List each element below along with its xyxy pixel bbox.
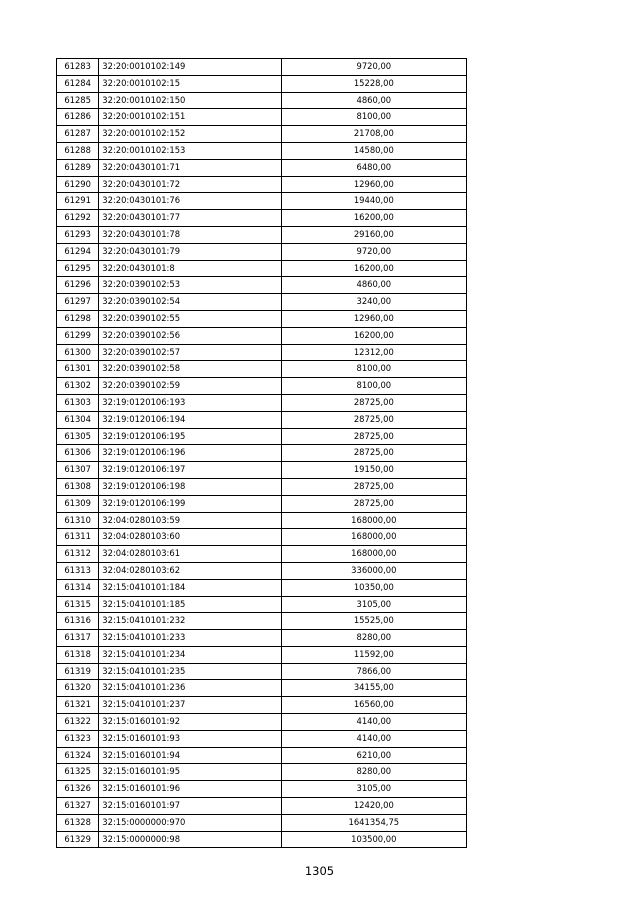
row-number-cell: 61328 [57,814,99,831]
value-cell: 28725,00 [281,445,466,462]
table-row [57,831,467,848]
row-number-cell: 61329 [57,831,99,848]
value-cell: 10350,00 [281,579,466,596]
cadastral-number-cell: 32:20:0390102:55 [99,310,281,327]
cadastral-number-cell: 32:20:0430101:78 [99,226,281,243]
row-number-cell: 61293 [57,226,99,243]
table-row [57,159,467,176]
cadastral-number-cell: 32:15:0410101:234 [99,646,281,663]
table-row [57,294,467,311]
value-cell: 12312,00 [281,344,466,361]
cadastral-number-cell: 32:19:0120106:194 [99,411,281,428]
table-row [57,59,467,76]
table-row [57,730,467,747]
value-cell: 8100,00 [281,361,466,378]
cadastral-number-cell: 32:19:0120106:199 [99,495,281,512]
table-row [57,462,467,479]
value-cell: 16200,00 [281,327,466,344]
table-row [57,495,467,512]
value-cell: 16560,00 [281,697,466,714]
row-number-cell: 61324 [57,747,99,764]
table-row [57,226,467,243]
value-cell: 168000,00 [281,546,466,563]
cadastral-number-cell: 32:15:0160101:93 [99,730,281,747]
cadastral-number-cell: 32:19:0120106:195 [99,428,281,445]
value-cell: 19440,00 [281,193,466,210]
row-number-cell: 61318 [57,646,99,663]
table-row [57,478,467,495]
row-number-cell: 61298 [57,310,99,327]
value-cell: 9720,00 [281,59,466,76]
value-cell: 12420,00 [281,798,466,815]
value-cell: 168000,00 [281,529,466,546]
table-row [57,428,467,445]
row-number-cell: 61300 [57,344,99,361]
row-number-cell: 61320 [57,680,99,697]
cadastral-number-cell: 32:04:0280103:59 [99,512,281,529]
table-row [57,562,467,579]
value-cell: 1641354,75 [281,814,466,831]
cadastral-number-cell: 32:19:0120106:196 [99,445,281,462]
row-number-cell: 61306 [57,445,99,462]
cadastral-number-cell: 32:15:0410101:184 [99,579,281,596]
table-row [57,781,467,798]
row-number-cell: 61286 [57,109,99,126]
table-row [57,126,467,143]
table-row [57,243,467,260]
row-number-cell: 61316 [57,613,99,630]
value-cell: 28725,00 [281,428,466,445]
cadastral-number-cell: 32:15:0160101:95 [99,764,281,781]
table-row [57,378,467,395]
cadastral-number-cell: 32:04:0280103:60 [99,529,281,546]
table-row [57,680,467,697]
cadastral-number-cell: 32:20:0430101:79 [99,243,281,260]
row-number-cell: 61314 [57,579,99,596]
cadastral-number-cell: 32:20:0430101:77 [99,210,281,227]
cadastral-number-cell: 32:15:0410101:235 [99,663,281,680]
table-row [57,764,467,781]
value-cell: 28725,00 [281,394,466,411]
cadastral-number-cell: 32:20:0390102:56 [99,327,281,344]
table-row [57,596,467,613]
cadastral-number-cell: 32:20:0010102:151 [99,109,281,126]
row-number-cell: 61322 [57,714,99,731]
row-number-cell: 61289 [57,159,99,176]
cadastral-number-cell: 32:20:0430101:71 [99,159,281,176]
table-row [57,176,467,193]
value-cell: 103500,00 [281,831,466,848]
row-number-cell: 61310 [57,512,99,529]
value-cell: 6480,00 [281,159,466,176]
table-row [57,411,467,428]
value-cell: 16200,00 [281,210,466,227]
value-cell: 12960,00 [281,176,466,193]
row-number-cell: 61299 [57,327,99,344]
row-number-cell: 61297 [57,294,99,311]
cadastral-number-cell: 32:15:0160101:97 [99,798,281,815]
row-number-cell: 61290 [57,176,99,193]
cadastral-number-cell: 32:20:0390102:59 [99,378,281,395]
cadastral-number-cell: 32:04:0280103:62 [99,562,281,579]
cadastral-number-cell: 32:20:0430101:8 [99,260,281,277]
value-cell: 8100,00 [281,378,466,395]
row-number-cell: 61323 [57,730,99,747]
cadastral-number-cell: 32:20:0430101:76 [99,193,281,210]
value-cell: 15525,00 [281,613,466,630]
value-cell: 15228,00 [281,75,466,92]
value-cell: 19150,00 [281,462,466,479]
cadastral-number-cell: 32:20:0010102:153 [99,142,281,159]
value-cell: 28725,00 [281,478,466,495]
table-row [57,546,467,563]
row-number-cell: 61317 [57,630,99,647]
table-row [57,663,467,680]
value-cell: 6210,00 [281,747,466,764]
row-number-cell: 61284 [57,75,99,92]
row-number-cell: 61305 [57,428,99,445]
value-cell: 9720,00 [281,243,466,260]
page-number: 1305 [304,864,335,878]
table-body [57,59,467,848]
table-row [57,630,467,647]
cadastral-number-cell: 32:20:0390102:54 [99,294,281,311]
row-number-cell: 61295 [57,260,99,277]
cadastral-number-cell: 32:15:0410101:232 [99,613,281,630]
row-number-cell: 61294 [57,243,99,260]
row-number-cell: 61319 [57,663,99,680]
table-row [57,394,467,411]
cadastral-number-cell: 32:15:0000000:98 [99,831,281,848]
table-row [57,697,467,714]
row-number-cell: 61326 [57,781,99,798]
table-row [57,260,467,277]
table-row [57,747,467,764]
row-number-cell: 61309 [57,495,99,512]
value-cell: 14580,00 [281,142,466,159]
value-cell: 4140,00 [281,714,466,731]
row-number-cell: 61308 [57,478,99,495]
table-row [57,210,467,227]
value-cell: 29160,00 [281,226,466,243]
value-cell: 336000,00 [281,562,466,579]
row-number-cell: 61313 [57,562,99,579]
value-cell: 4140,00 [281,730,466,747]
table-row [57,193,467,210]
row-number-cell: 61321 [57,697,99,714]
cadastral-number-cell: 32:15:0000000:970 [99,814,281,831]
table-row [57,512,467,529]
cadastral-number-cell: 32:19:0120106:198 [99,478,281,495]
value-cell: 168000,00 [281,512,466,529]
cadastral-number-cell: 32:20:0010102:152 [99,126,281,143]
table-row [57,344,467,361]
row-number-cell: 61302 [57,378,99,395]
row-number-cell: 61283 [57,59,99,76]
value-cell: 11592,00 [281,646,466,663]
cadastral-number-cell: 32:15:0410101:236 [99,680,281,697]
cadastral-number-cell: 32:20:0010102:150 [99,92,281,109]
table-row [57,327,467,344]
table-row [57,646,467,663]
cadastral-number-cell: 32:20:0010102:15 [99,75,281,92]
table-row [57,142,467,159]
cadastral-number-cell: 32:15:0160101:92 [99,714,281,731]
value-cell: 8100,00 [281,109,466,126]
value-cell: 28725,00 [281,495,466,512]
table-row [57,445,467,462]
row-number-cell: 61301 [57,361,99,378]
row-number-cell: 61291 [57,193,99,210]
row-number-cell: 61288 [57,142,99,159]
cadastral-value-table [56,58,467,848]
cadastral-number-cell: 32:15:0160101:96 [99,781,281,798]
value-cell: 16200,00 [281,260,466,277]
row-number-cell: 61325 [57,764,99,781]
row-number-cell: 61311 [57,529,99,546]
cadastral-number-cell: 32:19:0120106:193 [99,394,281,411]
cadastral-number-cell: 32:20:0430101:72 [99,176,281,193]
cadastral-number-cell: 32:20:0390102:57 [99,344,281,361]
table-row [57,109,467,126]
table-row [57,814,467,831]
table-row [57,92,467,109]
table-row [57,75,467,92]
value-cell: 21708,00 [281,126,466,143]
cadastral-number-cell: 32:04:0280103:61 [99,546,281,563]
value-cell: 4860,00 [281,277,466,294]
table-row [57,579,467,596]
table-row [57,714,467,731]
table-row [57,529,467,546]
row-number-cell: 61287 [57,126,99,143]
cadastral-number-cell: 32:20:0010102:149 [99,59,281,76]
row-number-cell: 61312 [57,546,99,563]
row-number-cell: 61315 [57,596,99,613]
value-cell: 12960,00 [281,310,466,327]
row-number-cell: 61285 [57,92,99,109]
value-cell: 8280,00 [281,764,466,781]
cadastral-number-cell: 32:15:0160101:94 [99,747,281,764]
value-cell: 4860,00 [281,92,466,109]
cadastral-number-cell: 32:20:0390102:53 [99,277,281,294]
row-number-cell: 61292 [57,210,99,227]
table-row [57,277,467,294]
row-number-cell: 61327 [57,798,99,815]
value-cell: 3105,00 [281,781,466,798]
cadastral-number-cell: 32:15:0410101:233 [99,630,281,647]
cadastral-number-cell: 32:20:0390102:58 [99,361,281,378]
value-cell: 3240,00 [281,294,466,311]
cadastral-number-cell: 32:19:0120106:197 [99,462,281,479]
cadastral-number-cell: 32:15:0410101:185 [99,596,281,613]
row-number-cell: 61303 [57,394,99,411]
value-cell: 3105,00 [281,596,466,613]
value-cell: 7866,00 [281,663,466,680]
table-row [57,310,467,327]
row-number-cell: 61307 [57,462,99,479]
table-row [57,798,467,815]
value-cell: 8280,00 [281,630,466,647]
table-row [57,361,467,378]
cadastral-number-cell: 32:15:0410101:237 [99,697,281,714]
table-row [57,613,467,630]
value-cell: 28725,00 [281,411,466,428]
row-number-cell: 61296 [57,277,99,294]
value-cell: 34155,00 [281,680,466,697]
row-number-cell: 61304 [57,411,99,428]
